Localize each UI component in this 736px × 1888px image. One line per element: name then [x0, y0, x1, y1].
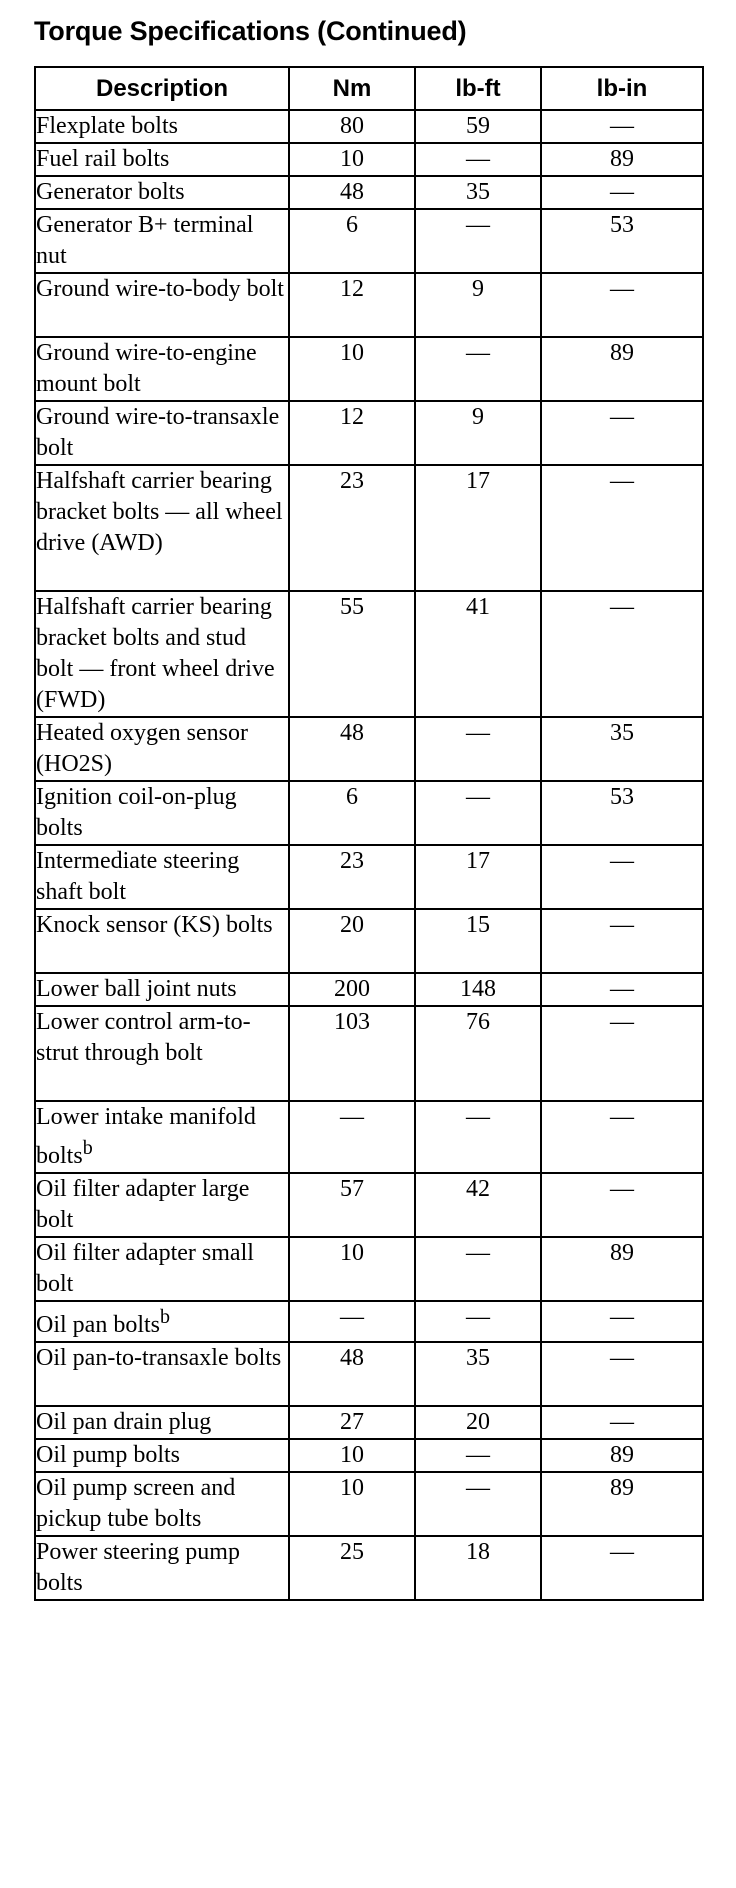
table-row — [35, 176, 703, 209]
lb-in-cell: 89 — [541, 1439, 703, 1472]
lb-in-cell: — — [541, 1342, 703, 1406]
description-cell — [35, 1406, 289, 1439]
lb-ft-cell: 15 — [415, 909, 541, 973]
lb-ft-cell: 9 — [415, 273, 541, 337]
lb-ft-cell: 41 — [415, 591, 541, 717]
lb-in-cell: — — [541, 845, 703, 909]
lb-ft-cell: — — [415, 209, 541, 273]
table-row — [35, 1173, 703, 1237]
table-row — [35, 781, 703, 845]
lb-ft-cell: 17 — [415, 465, 541, 591]
table-row — [35, 1101, 703, 1173]
lb-in-cell: — — [541, 1006, 703, 1101]
nm-cell: 12 — [289, 273, 415, 337]
description-text: Flexplate bolts — [36, 113, 178, 139]
lb-ft-cell: 59 — [415, 110, 541, 143]
table-row — [35, 465, 703, 591]
lb-ft-cell: — — [415, 1439, 541, 1472]
nm-cell: 48 — [289, 1342, 415, 1406]
description-cell — [35, 1173, 289, 1237]
table-row — [35, 337, 703, 401]
lb-in-cell: — — [541, 1101, 703, 1173]
lb-ft-cell: — — [415, 1472, 541, 1536]
lb-ft-cell: 76 — [415, 1006, 541, 1101]
description-text: Ground wire-to-engine mount bolt — [36, 340, 257, 397]
description-cell — [35, 1006, 289, 1101]
lb-in-cell: 53 — [541, 781, 703, 845]
description-cell — [35, 273, 289, 337]
description-cell — [35, 1439, 289, 1472]
lb-ft-cell: 9 — [415, 401, 541, 465]
table-row — [35, 1237, 703, 1301]
description-text: Oil pan bolts — [36, 1312, 160, 1338]
nm-cell: 200 — [289, 973, 415, 1006]
table-row — [35, 1439, 703, 1472]
table-row — [35, 1006, 703, 1101]
lb-ft-cell: — — [415, 1101, 541, 1173]
description-text: Oil pan-to-transaxle bolts — [36, 1345, 282, 1371]
table-row — [35, 973, 703, 1006]
description-text: Oil filter adapter small bolt — [36, 1240, 254, 1297]
table-row — [35, 110, 703, 143]
nm-cell: 103 — [289, 1006, 415, 1101]
description-text: Ignition coil-on-plug bolts — [36, 784, 237, 841]
lb-ft-cell: 35 — [415, 1342, 541, 1406]
lb-in-cell: — — [541, 909, 703, 973]
description-text: Oil filter adapter large bolt — [36, 1176, 250, 1233]
nm-cell: 10 — [289, 1472, 415, 1536]
description-text: Ground wire-to-transaxle bolt — [36, 404, 280, 461]
column-header-description: Description — [35, 67, 289, 110]
lb-ft-cell: 42 — [415, 1173, 541, 1237]
footnote-marker: b — [82, 1137, 93, 1159]
lb-ft-cell: 35 — [415, 176, 541, 209]
lb-in-cell: — — [541, 1536, 703, 1600]
table-row — [35, 401, 703, 465]
nm-cell: 25 — [289, 1536, 415, 1600]
lb-ft-cell: 18 — [415, 1536, 541, 1600]
lb-ft-cell: — — [415, 1237, 541, 1301]
lb-ft-cell: — — [415, 143, 541, 176]
table-row — [35, 717, 703, 781]
lb-in-cell: — — [541, 465, 703, 591]
table-row — [35, 1301, 703, 1342]
description-cell — [35, 973, 289, 1006]
description-cell — [35, 845, 289, 909]
description-text: Lower intake manifold bolts — [36, 1104, 256, 1169]
page-title: Torque Specifications (Continued) — [34, 16, 467, 46]
table-row — [35, 845, 703, 909]
nm-cell: 55 — [289, 591, 415, 717]
description-text: Lower ball joint nuts — [36, 976, 237, 1002]
table-header-row — [35, 67, 703, 110]
lb-in-cell: — — [541, 1301, 703, 1342]
description-cell — [35, 143, 289, 176]
description-text: Generator B+ terminal nut — [36, 212, 254, 269]
nm-cell: 10 — [289, 337, 415, 401]
nm-cell: — — [289, 1301, 415, 1342]
nm-cell: 6 — [289, 209, 415, 273]
lb-in-cell: 89 — [541, 1237, 703, 1301]
table-row — [35, 143, 703, 176]
lb-in-cell: 89 — [541, 1472, 703, 1536]
lb-ft-cell: — — [415, 1301, 541, 1342]
table-row — [35, 909, 703, 973]
lb-ft-cell: 148 — [415, 973, 541, 1006]
nm-cell: 10 — [289, 143, 415, 176]
description-cell — [35, 1101, 289, 1173]
lb-in-cell: — — [541, 176, 703, 209]
description-cell — [35, 401, 289, 465]
column-header-lb-in: lb-in — [541, 67, 703, 110]
torque-spec-table — [34, 66, 704, 1601]
nm-cell: — — [289, 1101, 415, 1173]
lb-ft-cell: 17 — [415, 845, 541, 909]
description-cell — [35, 1301, 289, 1342]
nm-cell: 80 — [289, 110, 415, 143]
nm-cell: 6 — [289, 781, 415, 845]
nm-cell: 48 — [289, 717, 415, 781]
footnote-marker: b — [160, 1306, 170, 1328]
table-row — [35, 209, 703, 273]
description-cell — [35, 1472, 289, 1536]
description-cell — [35, 781, 289, 845]
lb-ft-cell: — — [415, 717, 541, 781]
description-cell — [35, 909, 289, 973]
nm-cell: 27 — [289, 1406, 415, 1439]
lb-in-cell: — — [541, 1173, 703, 1237]
nm-cell: 20 — [289, 909, 415, 973]
lb-in-cell: — — [541, 273, 703, 337]
description-cell — [35, 176, 289, 209]
description-cell — [35, 209, 289, 273]
description-text: Heated oxygen sensor (HO2S) — [36, 720, 248, 777]
description-text: Power steering pump bolts — [36, 1539, 240, 1596]
lb-in-cell: — — [541, 1406, 703, 1439]
nm-cell: 48 — [289, 176, 415, 209]
description-text: Intermediate steering shaft bolt — [36, 848, 240, 905]
description-text: Ground wire-to-body bolt — [36, 276, 284, 302]
table-row — [35, 1406, 703, 1439]
nm-cell: 23 — [289, 465, 415, 591]
column-header-lb-ft: lb-ft — [415, 67, 541, 110]
description-text: Halfshaft carrier bearing bracket bolts — all wheel drive (AWD) — [36, 468, 283, 556]
lb-in-cell: 89 — [541, 337, 703, 401]
nm-cell: 10 — [289, 1237, 415, 1301]
description-cell — [35, 717, 289, 781]
table-row — [35, 273, 703, 337]
lb-in-cell: 53 — [541, 209, 703, 273]
lb-in-cell: — — [541, 591, 703, 717]
description-text: Fuel rail bolts — [36, 146, 170, 172]
lb-ft-cell: — — [415, 337, 541, 401]
table-row — [35, 1342, 703, 1406]
nm-cell: 23 — [289, 845, 415, 909]
lb-in-cell: — — [541, 110, 703, 143]
nm-cell: 10 — [289, 1439, 415, 1472]
nm-cell: 12 — [289, 401, 415, 465]
description-text: Knock sensor (KS) bolts — [36, 912, 273, 938]
nm-cell: 57 — [289, 1173, 415, 1237]
description-cell — [35, 337, 289, 401]
description-cell — [35, 1342, 289, 1406]
lb-ft-cell: 20 — [415, 1406, 541, 1439]
description-cell — [35, 1237, 289, 1301]
lb-in-cell: 89 — [541, 143, 703, 176]
table-row — [35, 1472, 703, 1536]
lb-ft-cell: — — [415, 781, 541, 845]
table-row — [35, 591, 703, 717]
description-text: Oil pan drain plug — [36, 1409, 212, 1435]
description-cell — [35, 1536, 289, 1600]
lb-in-cell: 35 — [541, 717, 703, 781]
description-text: Generator bolts — [36, 179, 185, 205]
description-text: Halfshaft carrier bearing bracket bolts and stud bolt — front wheel drive (FWD) — [36, 594, 275, 713]
description-text: Oil pump screen and pickup tube bolts — [36, 1475, 236, 1532]
column-header-nm: Nm — [289, 67, 415, 110]
description-cell — [35, 591, 289, 717]
description-cell — [35, 465, 289, 591]
description-text: Oil pump bolts — [36, 1442, 181, 1468]
table-row — [35, 1536, 703, 1600]
description-cell — [35, 110, 289, 143]
lb-in-cell: — — [541, 973, 703, 1006]
lb-in-cell: — — [541, 401, 703, 465]
description-text: Lower control arm-to-strut through bolt — [36, 1009, 251, 1066]
